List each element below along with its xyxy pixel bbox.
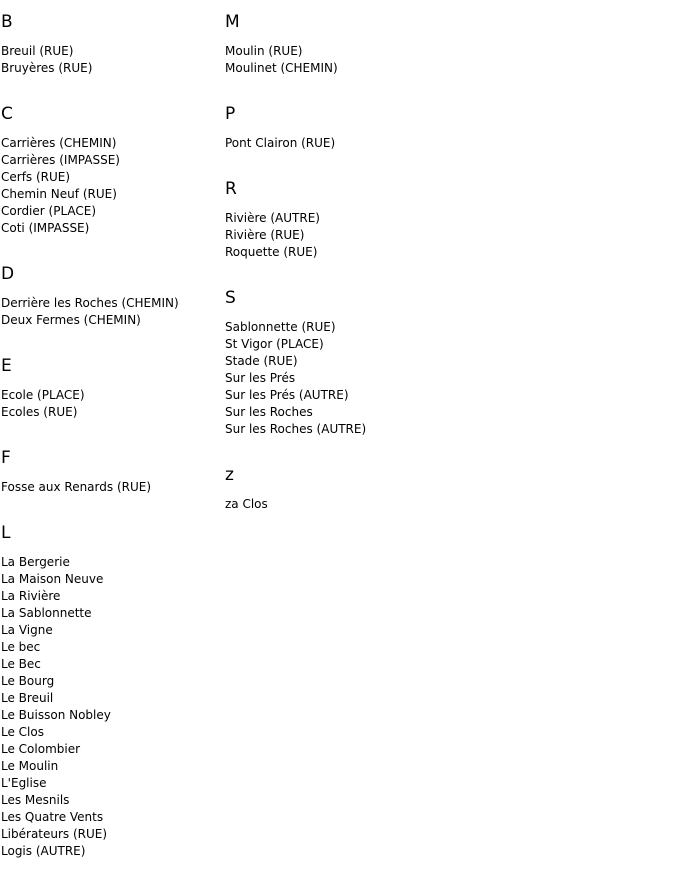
letter-group-m	[225, 11, 665, 77]
street-item: Le Moulin	[1, 759, 59, 773]
section-letter: D	[1, 264, 15, 284]
left-column	[1, 11, 216, 886]
street-item: Fosse aux Renards (RUE)	[1, 480, 152, 494]
street-list	[225, 43, 665, 77]
letter-group-f	[1, 447, 216, 496]
right-column	[225, 11, 665, 539]
street-item: Moulin (RUE)	[225, 44, 303, 58]
letter-group-z	[225, 464, 665, 513]
street-list	[1, 554, 216, 860]
street-item: Derrière les Roches (CHEMIN)	[1, 296, 179, 310]
letter-group-l	[1, 522, 216, 860]
section-letter: C	[1, 104, 13, 124]
street-item: Les Mesnils	[1, 793, 70, 807]
letter-group-e	[1, 355, 216, 421]
section-letter: M	[225, 12, 240, 32]
street-item: Le Buisson Nobley	[1, 708, 111, 722]
street-item: za Clos	[225, 497, 268, 511]
street-item: Le Breuil	[1, 691, 54, 705]
street-item: Le bec	[1, 640, 41, 654]
street-item: La Maison Neuve	[1, 572, 104, 586]
street-list	[1, 387, 216, 421]
letter-group-d	[1, 263, 216, 329]
letter-group-c	[1, 103, 216, 237]
street-list	[225, 319, 665, 438]
street-item: Le Colombier	[1, 742, 81, 756]
street-item: Coti (IMPASSE)	[1, 221, 90, 235]
street-item: Sur les Roches	[225, 405, 313, 419]
section-letter: B	[1, 12, 13, 32]
street-item: Roquette (RUE)	[225, 245, 318, 259]
street-item: Stade (RUE)	[225, 354, 298, 368]
street-item: Cordier (PLACE)	[1, 204, 97, 218]
street-item: Rivière (RUE)	[225, 228, 305, 242]
street-item: La Rivière	[1, 589, 61, 603]
section-letter: P	[225, 104, 236, 124]
section-letter: F	[1, 448, 11, 468]
street-item: Le Clos	[1, 725, 44, 739]
street-item: Pont Clairon (RUE)	[225, 136, 336, 150]
section-letter: S	[225, 288, 236, 308]
street-item: St Vigor (PLACE)	[225, 337, 324, 351]
street-item: Rivière (AUTRE)	[225, 211, 320, 225]
street-item: Cerfs (RUE)	[1, 170, 71, 184]
street-list	[1, 135, 216, 237]
section-letter: R	[225, 179, 237, 199]
street-item: Moulinet (CHEMIN)	[225, 61, 338, 75]
street-item: La Vigne	[1, 623, 53, 637]
street-item: L'Eglise	[1, 776, 47, 790]
street-list	[225, 135, 665, 152]
street-item: Sur les Prés (AUTRE)	[225, 388, 349, 402]
letter-group-p	[225, 103, 665, 152]
street-list	[1, 295, 216, 329]
street-item: Ecole (PLACE)	[1, 388, 85, 402]
street-item: Carrières (IMPASSE)	[1, 153, 120, 167]
street-item: Carrières (CHEMIN)	[1, 136, 117, 150]
street-item: Sur les Prés	[225, 371, 296, 385]
street-item: Sur les Roches (AUTRE)	[225, 422, 367, 436]
street-list	[225, 496, 665, 513]
street-item: Ecoles (RUE)	[1, 405, 78, 419]
street-item: Logis (AUTRE)	[1, 844, 86, 858]
street-item: Le Bec	[1, 657, 41, 671]
letter-group-r	[225, 178, 665, 261]
section-letter: E	[1, 356, 12, 376]
street-item: Sablonnette (RUE)	[225, 320, 336, 334]
street-item: Bruyères (RUE)	[1, 61, 93, 75]
street-list	[225, 210, 665, 261]
street-item: La Sablonnette	[1, 606, 92, 620]
letter-group-s	[225, 287, 665, 438]
street-item: Libérateurs (RUE)	[1, 827, 108, 841]
street-item: Breuil (RUE)	[1, 44, 74, 58]
street-item: La Bergerie	[1, 555, 70, 569]
street-item: Les Quatre Vents	[1, 810, 104, 824]
street-item: Le Bourg	[1, 674, 55, 688]
street-list	[1, 479, 216, 496]
street-list	[1, 43, 216, 77]
street-item: Chemin Neuf (RUE)	[1, 187, 117, 201]
section-letter: L	[1, 523, 11, 543]
letter-group-b	[1, 11, 216, 77]
street-item: Deux Fermes (CHEMIN)	[1, 313, 141, 327]
section-letter: z	[225, 465, 234, 485]
